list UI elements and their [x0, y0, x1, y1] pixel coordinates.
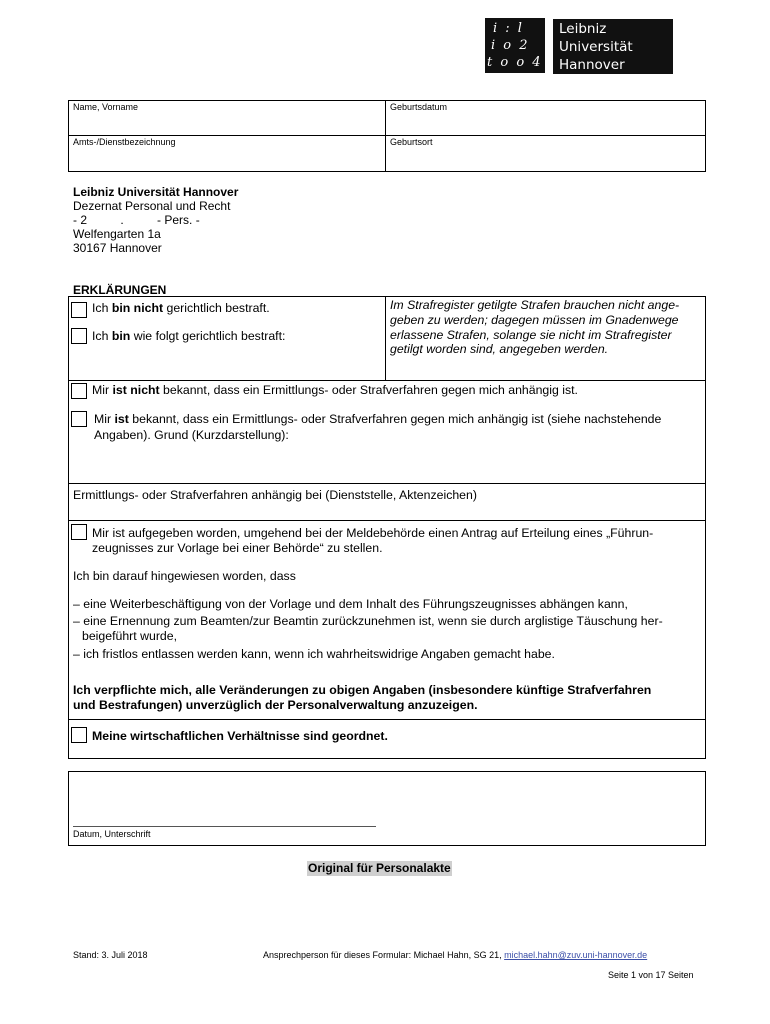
criminal-record-note: Im Strafregister getilgte Strafen brauchen nicht ange- geben zu werden; dagegen müssen im Gnadenwege erlassene Strafen, solange sie nicht im Strafregister getilgt worden sind, angegeben werden. [390, 298, 680, 357]
logo-name-line: Universität [559, 39, 633, 55]
proceedings-text-line2: Angaben). Grund (Kurzdarstellung): [94, 428, 289, 442]
divider [68, 380, 706, 381]
address-dept: Dezernat Personal und Recht [73, 199, 231, 213]
proceedings-checkbox[interactable] [71, 411, 87, 427]
obligation-text: Ich verpflichte mich, alle Veränderungen zu obigen Angaben (insbesondere künftige Strafverfahren [73, 683, 652, 697]
name-field-label: Name, Vorname [73, 102, 139, 112]
certificate-checkbox[interactable] [71, 524, 87, 540]
address-city: 30167 Hannover [73, 241, 162, 255]
section-title: ERKLÄRUNGEN [73, 283, 167, 297]
not-convicted-text: Ich bin nicht gerichtlich bestraft. [92, 301, 270, 315]
birthdate-field-label: Geburtsdatum [390, 102, 448, 112]
not-convicted-checkbox[interactable] [71, 302, 87, 318]
proceedings-reason-field[interactable] [70, 450, 704, 481]
bullet-item: – eine Weiterbeschäftigung von der Vorlage und dem Inhalt des Führungszeugnisses abhängen kann, [73, 597, 628, 611]
bullet-item: – eine Ernennung zum Beamten/zur Beamtin zurückzunehmen ist, wenn sie durch arglistige Täuschung her- [73, 614, 663, 628]
pending-at-label: Ermittlungs- oder Strafverfahren anhängig bei (Dienststelle, Aktenzeichen) [73, 488, 477, 502]
signature-box[interactable] [68, 771, 706, 846]
logo-mark-row: i : l [493, 21, 524, 36]
divider [68, 719, 706, 720]
convicted-text: Ich bin wie folgt gerichtlich bestraft: [92, 329, 286, 343]
divider [385, 100, 386, 172]
proceedings-text: Mir ist bekannt, dass ein Ermittlungs- oder Strafverfahren gegen mich anhängig ist (siehe nachstehende [94, 412, 662, 426]
footer-stand: Stand: 3. Juli 2018 [73, 950, 148, 960]
original-label: Original für Personalakte [308, 861, 451, 875]
pending-at-field[interactable] [70, 503, 704, 519]
footer-contact: Ansprechperson für dieses Formular: Michael Hahn, SG 21, michael.hahn@zuv.uni-hannover.de [263, 950, 648, 960]
certificate-text-line2: zeugnisses zur Vorlage bei einer Behörde“ zu stellen. [92, 541, 383, 555]
certificate-text: Mir ist aufgegeben worden, umgehend bei der Meldebehörde einen Antrag auf Erteilung eines „Führun- [92, 526, 654, 540]
address-org: Leibniz Universität Hannover [73, 185, 239, 199]
university-logo-name [553, 19, 673, 74]
advised-text: Ich bin darauf hingewiesen worden, dass [73, 569, 296, 583]
no-proceedings-text: Mir ist nicht bekannt, dass ein Ermittlungs- oder Strafverfahren gegen mich anhängig ist. [92, 383, 578, 397]
page-number: Seite 1 von 17 Seiten [608, 970, 694, 980]
divider [385, 296, 386, 380]
logo-mark-row: i o 2 [491, 38, 530, 53]
bullet-item-continued: beigeführt wurde, [82, 629, 178, 643]
university-logo-mark [485, 18, 545, 73]
birthplace-field-label: Geburtsort [390, 137, 433, 147]
no-proceedings-checkbox[interactable] [71, 383, 87, 399]
finances-checkbox[interactable] [71, 727, 87, 743]
divider [68, 483, 706, 484]
divider [68, 520, 706, 521]
address-unit: - 2 . - Pers. - [73, 213, 200, 227]
obligation-text-line2: und Bestrafungen) unverzüglich der Personalverwaltung anzuzeigen. [73, 698, 478, 712]
convicted-checkbox[interactable] [71, 328, 87, 344]
divider [68, 135, 706, 136]
finances-text: Meine wirtschaftlichen Verhältnisse sind geordnet. [92, 729, 388, 743]
signature-label: Datum, Unterschrift [73, 829, 151, 839]
contact-email-link[interactable]: michael.hahn@zuv.uni-hannover.de [504, 950, 648, 960]
logo-name-line: Hannover [559, 57, 625, 73]
logo-name-line: Leibniz [559, 21, 607, 37]
title-field-label: Amts-/Dienstbezeichnung [73, 137, 176, 147]
bullet-item: – ich fristlos entlassen werden kann, wenn ich wahrheitswidrige Angaben gemacht habe. [73, 647, 555, 661]
logo-mark-row: t o o 4 [487, 55, 543, 70]
personal-data-table [68, 100, 706, 172]
address-street: Welfengarten 1a [73, 227, 161, 241]
signature-line [73, 826, 376, 827]
